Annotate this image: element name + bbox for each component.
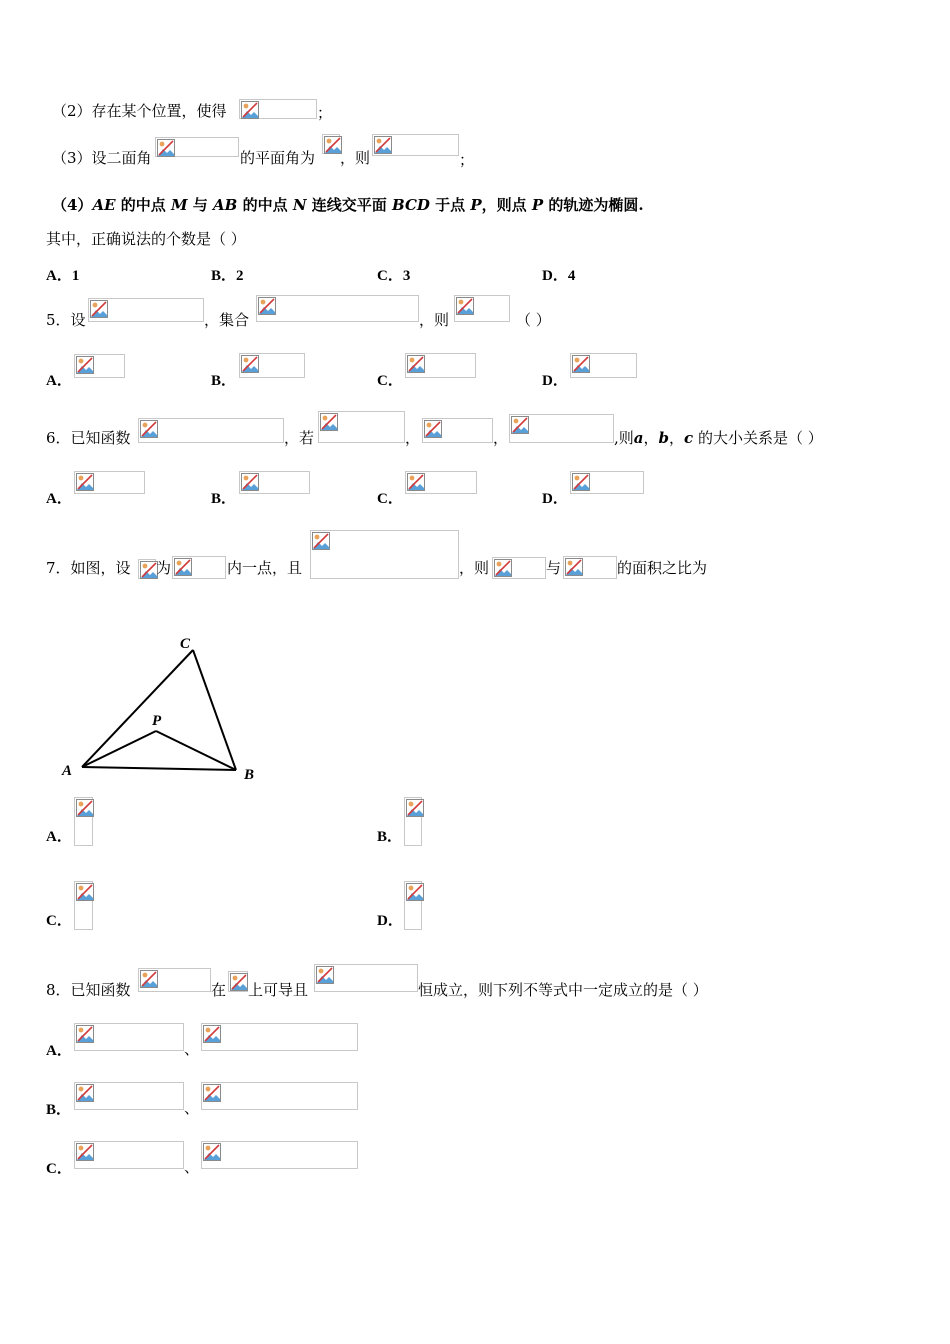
formula-image bbox=[74, 471, 145, 494]
formula-image bbox=[74, 881, 93, 930]
q5-text: ，集合 bbox=[204, 311, 250, 329]
formula-image bbox=[570, 471, 644, 494]
broken-image-icon bbox=[572, 355, 590, 373]
q6-number: 6．已知函数 bbox=[46, 429, 131, 447]
q5-option-b: B． bbox=[211, 373, 237, 389]
triangle-figure bbox=[56, 630, 266, 785]
formula-image bbox=[318, 411, 405, 443]
formula-image bbox=[228, 971, 248, 992]
broken-image-icon bbox=[76, 473, 94, 491]
formula-image bbox=[239, 353, 305, 378]
broken-image-icon bbox=[76, 1143, 94, 1161]
q5-option-a: A． bbox=[46, 373, 72, 389]
formula-image bbox=[74, 1082, 184, 1110]
formula-image bbox=[74, 1141, 184, 1169]
q7-option-a: A． bbox=[46, 829, 72, 845]
formula-image bbox=[509, 414, 614, 443]
broken-image-icon bbox=[157, 139, 175, 157]
broken-image-icon bbox=[406, 799, 424, 817]
item-3: （3）设二面角 bbox=[52, 149, 152, 167]
formula-image bbox=[74, 1023, 184, 1051]
formula-image bbox=[74, 797, 93, 846]
q7-option-d: D． bbox=[377, 913, 403, 929]
formula-image bbox=[404, 797, 422, 846]
broken-image-icon bbox=[241, 473, 259, 491]
broken-image-icon bbox=[140, 970, 158, 988]
formula-image bbox=[239, 471, 310, 494]
broken-image-icon bbox=[407, 473, 425, 491]
q5-paren: （ ） bbox=[516, 311, 551, 329]
broken-image-icon bbox=[203, 1025, 221, 1043]
q8-sep: 、 bbox=[184, 1040, 200, 1058]
item-2: （2）存在某个位置，使得 bbox=[52, 102, 227, 120]
q8-option-c: C． bbox=[46, 1161, 72, 1177]
q8-sep: 、 bbox=[184, 1158, 200, 1176]
q7-text: 为 bbox=[156, 559, 172, 577]
formula-image bbox=[314, 964, 418, 992]
broken-image-icon bbox=[174, 558, 192, 576]
formula-image bbox=[201, 1023, 358, 1051]
broken-image-icon bbox=[374, 136, 392, 154]
q6-option-d: D． bbox=[542, 491, 568, 507]
q8-number: 8．已知函数 bbox=[46, 981, 131, 999]
q7-option-c: C． bbox=[46, 913, 72, 929]
q6-text: ， bbox=[405, 429, 421, 447]
broken-image-icon bbox=[565, 558, 583, 576]
edge-ap bbox=[82, 731, 156, 767]
formula-image bbox=[138, 559, 156, 579]
q5-option-c: C． bbox=[377, 373, 403, 389]
formula-image bbox=[492, 557, 546, 579]
broken-image-icon bbox=[320, 413, 338, 431]
q6-text: ，若 bbox=[284, 429, 315, 447]
q8-text: 在 bbox=[211, 981, 227, 999]
q5-option-d: D． bbox=[542, 373, 568, 389]
formula-image bbox=[201, 1082, 358, 1110]
broken-image-icon bbox=[406, 883, 424, 901]
broken-image-icon bbox=[424, 420, 442, 438]
item-3-mid: 的平面角为 bbox=[240, 149, 316, 167]
formula-image bbox=[404, 881, 422, 930]
option-b: B．2 bbox=[211, 268, 244, 284]
broken-image-icon bbox=[456, 297, 474, 315]
formula-image bbox=[405, 471, 477, 494]
option-d: D．4 bbox=[542, 268, 576, 284]
broken-image-icon bbox=[258, 297, 276, 315]
formula-image bbox=[322, 134, 340, 154]
broken-image-icon bbox=[511, 416, 529, 434]
formula-image bbox=[74, 354, 125, 378]
q6-tail: ,则a，b，c 的大小关系是（ ） bbox=[614, 429, 823, 447]
q6-option-b: B． bbox=[211, 491, 237, 507]
item-2-suffix: ； bbox=[317, 104, 333, 122]
q8-text: 上可导且 bbox=[248, 981, 309, 999]
broken-image-icon bbox=[76, 356, 94, 374]
broken-image-icon bbox=[407, 355, 425, 373]
item-3-mid2: ，则 bbox=[340, 149, 371, 167]
q7-number: 7．如图，设 bbox=[46, 559, 131, 577]
q5-text: ，则 bbox=[419, 311, 450, 329]
edge-ab bbox=[82, 767, 236, 770]
broken-image-icon bbox=[90, 300, 108, 318]
formula-image bbox=[256, 295, 419, 322]
item-3-suffix: ； bbox=[459, 151, 475, 169]
option-a: A．1 bbox=[46, 268, 80, 284]
broken-image-icon bbox=[76, 1084, 94, 1102]
q6-text: ， bbox=[493, 429, 509, 447]
formula-image bbox=[201, 1141, 358, 1169]
edge-ac bbox=[82, 650, 193, 767]
broken-image-icon bbox=[312, 532, 330, 550]
broken-image-icon bbox=[494, 559, 512, 577]
vertex-label-b: B bbox=[244, 767, 255, 783]
formula-image bbox=[570, 353, 637, 378]
q8-option-a: A． bbox=[46, 1043, 72, 1059]
formula-image bbox=[372, 134, 459, 156]
vertex-label-c: C bbox=[180, 636, 191, 652]
formula-image bbox=[172, 556, 226, 579]
formula-image bbox=[138, 418, 284, 443]
broken-image-icon bbox=[140, 420, 158, 438]
q8-text: 恒成立，则下列不等式中一定成立的是（ ） bbox=[418, 981, 708, 999]
broken-image-icon bbox=[316, 966, 334, 984]
question-stem: 其中，正确说法的个数是（ ） bbox=[46, 230, 246, 248]
broken-image-icon bbox=[572, 473, 590, 491]
option-c: C．3 bbox=[377, 268, 411, 284]
broken-image-icon bbox=[76, 799, 94, 817]
broken-image-icon bbox=[241, 101, 259, 119]
formula-image bbox=[563, 556, 617, 579]
broken-image-icon bbox=[230, 973, 248, 991]
point-label-p: P bbox=[152, 713, 162, 729]
q7-text: 内一点，且 bbox=[227, 559, 303, 577]
q7-text: 与 bbox=[546, 559, 562, 577]
formula-image bbox=[405, 353, 476, 378]
q6-option-a: A． bbox=[46, 491, 72, 507]
item-4: （4）AE 的中点 M 与 AB 的中点 N 连线交平面 BCD 于点 P，则点 P 的轨迹为椭圆. bbox=[52, 196, 644, 214]
q7-option-b: B． bbox=[377, 829, 403, 845]
q7-text: 的面积之比为 bbox=[617, 559, 708, 577]
q5-number: 5．设 bbox=[46, 311, 86, 329]
q6-option-c: C． bbox=[377, 491, 403, 507]
broken-image-icon bbox=[241, 355, 259, 373]
broken-image-icon bbox=[203, 1084, 221, 1102]
formula-image bbox=[310, 530, 459, 579]
formula-image bbox=[88, 298, 204, 322]
formula-image bbox=[138, 968, 211, 992]
vertex-label-a: A bbox=[62, 763, 73, 779]
formula-image bbox=[422, 418, 493, 443]
formula-image bbox=[155, 137, 239, 157]
q8-option-b: B． bbox=[46, 1102, 72, 1118]
formula-image bbox=[454, 295, 510, 322]
formula-image bbox=[239, 99, 317, 119]
broken-image-icon bbox=[203, 1143, 221, 1161]
q7-text: ，则 bbox=[459, 559, 490, 577]
q8-sep: 、 bbox=[184, 1099, 200, 1117]
broken-image-icon bbox=[76, 883, 94, 901]
broken-image-icon bbox=[76, 1025, 94, 1043]
